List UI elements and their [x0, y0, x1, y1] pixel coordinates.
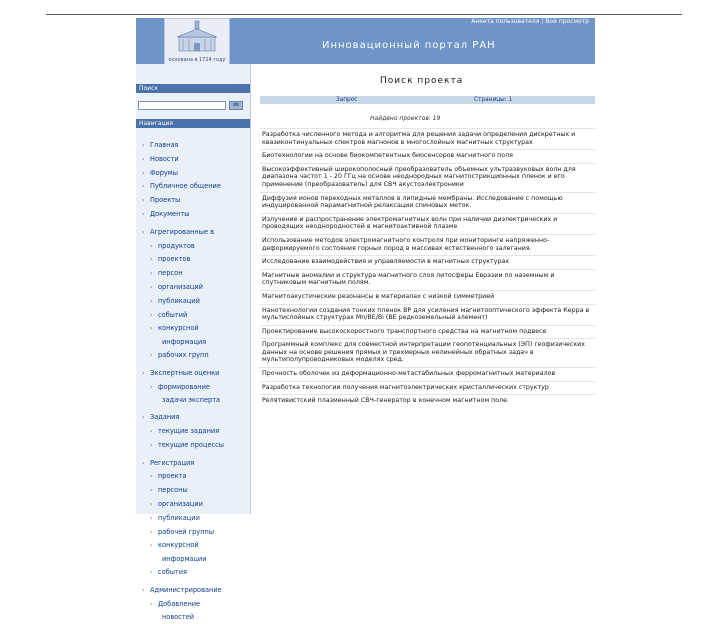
nav-reg-contest[interactable]: › конкурсной — [142, 539, 248, 553]
arrow-icon: › — [150, 383, 153, 391]
logo-caption: основана в 1724 году — [168, 57, 226, 63]
top-divider — [46, 14, 682, 15]
result-item[interactable]: Программный комплекс для совместной интерпретации геопотенциальных (ЭП) геофизических данных на основе решения прямых и трехмерных нелинейных обратных задач в мультиполупроводниковых моделях сред. — [260, 338, 595, 367]
nav-group-registration[interactable]: › Регистрация — [142, 457, 248, 471]
arrow-icon: › — [150, 441, 153, 449]
nav-reg-event[interactable]: › события — [142, 566, 248, 580]
arrow-icon: › — [150, 487, 153, 495]
result-item[interactable]: Исследование взаимодействия и управляемости в магнитных структурах — [260, 255, 595, 269]
result-item[interactable]: Диффузия ионов переходных металлов в липидные мембраны. Исследование с помощью индуцированной парамагнитной релаксации спиновых меток. — [260, 192, 595, 213]
pages-label[interactable]: Страницы: 1 — [474, 97, 513, 103]
arrow-icon: › — [150, 542, 153, 550]
arrow-icon: › — [142, 369, 145, 377]
portal-header — [136, 18, 595, 64]
result-item[interactable]: Нанотехнологии создания тонких пленок ВР для усиления магнитооптического эффекта Керра в мультислойных структурах Mn/BE/Bi (BE редкоземельный элемент) — [260, 304, 595, 325]
result-item[interactable]: Биотехнологии на основе биокомпетентных биосенсоров магнитного поля — [260, 149, 595, 163]
nav-sub-persons[interactable]: › персон — [142, 267, 248, 281]
nav-item-public[interactable]: › Публичное общение — [142, 180, 248, 194]
nav-sub-contest[interactable]: › конкурсной — [142, 322, 248, 336]
nav-sub-current-tasks[interactable]: › текущие задания — [142, 425, 248, 439]
nav-group-expert[interactable]: › Экспертные оценки — [142, 367, 248, 381]
search-button[interactable]: ok — [229, 101, 243, 110]
academy-building-icon — [165, 19, 229, 57]
query-label: Запрос — [336, 97, 358, 103]
arrow-icon: › — [142, 183, 145, 191]
arrow-icon: › — [150, 514, 153, 522]
arrow-icon: › — [150, 500, 153, 508]
nav-reg-project[interactable]: › проекта — [142, 470, 248, 484]
nav-sub-forming-cont[interactable]: задачи эксперта — [162, 396, 221, 405]
nav-sub-organizations[interactable]: › организаций — [142, 281, 248, 295]
nav-item-projects[interactable]: › Проекты — [142, 194, 248, 208]
result-item[interactable]: Релятивистский плазменный СВЧ-генератор в конечном магнитном поле. — [260, 394, 595, 408]
result-item[interactable]: Магнитоакустические резонансы в материалах с низкой симметрией — [260, 290, 595, 304]
top-links[interactable]: Анкета пользователя | Вой просмотр — [471, 18, 589, 25]
nav-item-forums[interactable]: › Форумы — [142, 167, 248, 181]
result-item[interactable]: Разработка технологии получения магнитоэлектрических кристаллических структур — [260, 381, 595, 395]
arrow-icon: › — [150, 242, 153, 250]
result-item[interactable]: Проектирование высокоскоростного транспортного средства на магнитном подвесе — [260, 325, 595, 339]
arrow-icon: › — [150, 473, 153, 481]
arrow-icon: › — [150, 427, 153, 435]
nav-reg-workgroup[interactable]: › рабочей группы — [142, 526, 248, 540]
arrow-icon: › — [150, 528, 153, 536]
nav-item-main[interactable]: › Главная — [142, 139, 248, 153]
browser-content — [136, 18, 595, 622]
result-item[interactable]: Магнитные аномалии и структура магнитного слоя литосферы Евразии по наземным и спутниковым магнитным полям. — [260, 269, 595, 290]
page-title: Поиск проекта — [380, 76, 464, 86]
found-count: Найдено проектов: 19 — [370, 115, 441, 122]
arrow-icon: › — [142, 228, 145, 236]
nav-admin-add-news[interactable]: › Добавление — [142, 598, 248, 612]
navigation-heading: Навигация — [136, 119, 250, 128]
nav-admin-add-news-cont[interactable]: новостей — [162, 613, 195, 622]
arrow-icon: › — [142, 414, 145, 422]
arrow-icon: › — [150, 283, 153, 291]
arrow-icon: › — [142, 142, 145, 149]
nav-group-tasks[interactable]: › Задания — [142, 411, 248, 425]
search-input[interactable] — [138, 101, 226, 110]
nav-sub-current-processes[interactable]: › текущие процессы — [142, 439, 248, 453]
arrow-icon: › — [150, 351, 153, 359]
arrow-icon: › — [150, 270, 153, 278]
arrow-icon: › — [150, 311, 153, 319]
nav-sub-forming[interactable]: › формирование — [142, 381, 248, 395]
nav-group-aggregated[interactable]: › Агрегированные в — [142, 226, 248, 240]
nav-sub-projects[interactable]: › проектов — [142, 253, 248, 267]
arrow-icon: › — [150, 600, 153, 608]
nav-menu — [142, 139, 248, 624]
main-content — [260, 64, 595, 514]
results-bar — [260, 96, 595, 104]
arrow-icon: › — [150, 325, 153, 333]
result-item[interactable]: Использование методов электромагнитного контроля при мониторинге напряженно-деформируемого состояния горных пород в массивах естественного залегания. — [260, 234, 595, 255]
nav-reg-person[interactable]: › персоны — [142, 484, 248, 498]
arrow-icon: › — [150, 256, 153, 264]
result-item[interactable]: Разработка численного метода и алгоритма для решения задачи определения дискретных и квазиконтинуальных спектров магнонов в многослойных магнитных структурах — [260, 128, 595, 149]
nav-reg-organization[interactable]: › организации — [142, 498, 248, 512]
results-list — [260, 128, 595, 408]
ras-logo[interactable] — [164, 18, 230, 65]
arrow-icon: › — [142, 155, 145, 163]
arrow-icon: › — [142, 459, 145, 467]
nav-group-admin[interactable]: › Администрирование — [142, 584, 248, 598]
search-heading: Поиск — [136, 84, 250, 93]
arrow-icon: › — [150, 568, 153, 576]
nav-sub-contest-cont[interactable]: информация — [162, 338, 207, 347]
nav-sub-publications[interactable]: › публикаций — [142, 295, 248, 309]
arrow-icon: › — [142, 197, 145, 205]
arrow-icon: › — [142, 169, 145, 177]
nav-reg-contest-cont[interactable]: информации — [162, 555, 207, 564]
nav-sub-workgroups[interactable]: › рабочих групп — [142, 349, 248, 363]
portal-title: Инновационный портал РАН — [322, 40, 496, 51]
arrow-icon: › — [142, 210, 145, 218]
nav-sub-products[interactable]: › продуктов — [142, 240, 248, 254]
nav-sub-events[interactable]: › событий — [142, 309, 248, 323]
arrow-icon: › — [150, 297, 153, 305]
nav-reg-publication[interactable]: › публикации — [142, 512, 248, 526]
arrow-icon: › — [142, 586, 145, 594]
result-item[interactable]: Излучение и распространение электромагнитных волн при наличии диэлектрических и проводящих неоднородностей в магнитоактивной плазме — [260, 213, 595, 234]
result-item[interactable]: Высокоэффективный широкополосный преобразователь объемных ультразвуковых волн для диапазона частот 1 - 20 ГГц на основе неоднородных магнитострикционных пленок и его применение (преобразователь) для СВЧ акустоэлектроники — [260, 163, 595, 192]
result-item[interactable]: Прочность оболочек из деформационно-метастабильных ферромагнитных материалов — [260, 367, 595, 381]
nav-item-documents[interactable]: › Документы — [142, 208, 248, 222]
sidebar — [136, 64, 251, 622]
nav-item-news[interactable]: › Новости — [142, 153, 248, 167]
